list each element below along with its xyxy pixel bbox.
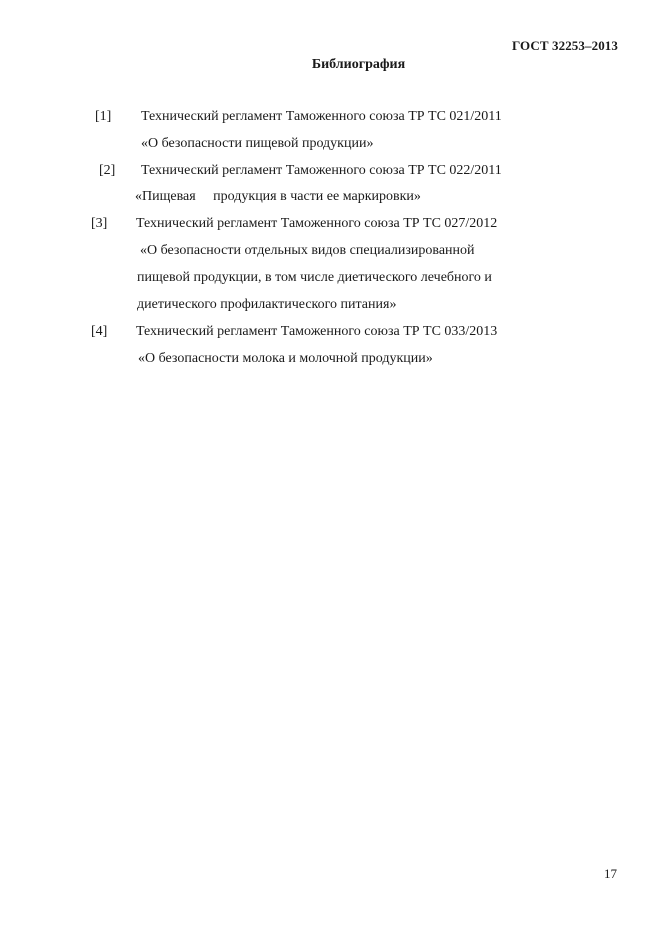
entry-number: [2] (99, 163, 116, 178)
section-title: Библиография (311, 57, 406, 72)
entry-line: «Пищевая продукция в части ее маркировки» (135, 189, 421, 204)
entry-number: [1] (95, 109, 112, 124)
entry-line: Технический регламент Таможенного союза ТР ТС 022/2011 (141, 163, 502, 178)
document-code: ГОСТ 32253–2013 (511, 38, 618, 53)
entry-line: пищевой продукции, в том числе диетического лечебного и (137, 270, 492, 285)
entry-line: диетического профилактического питания» (137, 297, 397, 312)
page-number: 17 (604, 866, 617, 881)
entry-line: «О безопасности отдельных видов специализированной (140, 243, 475, 258)
entry-line: Технический регламент Таможенного союза ТР ТС 021/2011 (141, 109, 502, 124)
entry-line: «О безопасности молока и молочной продукции» (138, 351, 433, 366)
entry-number: [3] (91, 216, 108, 231)
entry-number: [4] (91, 324, 108, 339)
entry-line: Технический регламент Таможенного союза ТР ТС 033/2013 (136, 324, 498, 339)
entry-line: «О безопасности пищевой продукции» (141, 136, 374, 151)
entry-line: Технический регламент Таможенного союза ТР ТС 027/2012 (136, 216, 498, 231)
